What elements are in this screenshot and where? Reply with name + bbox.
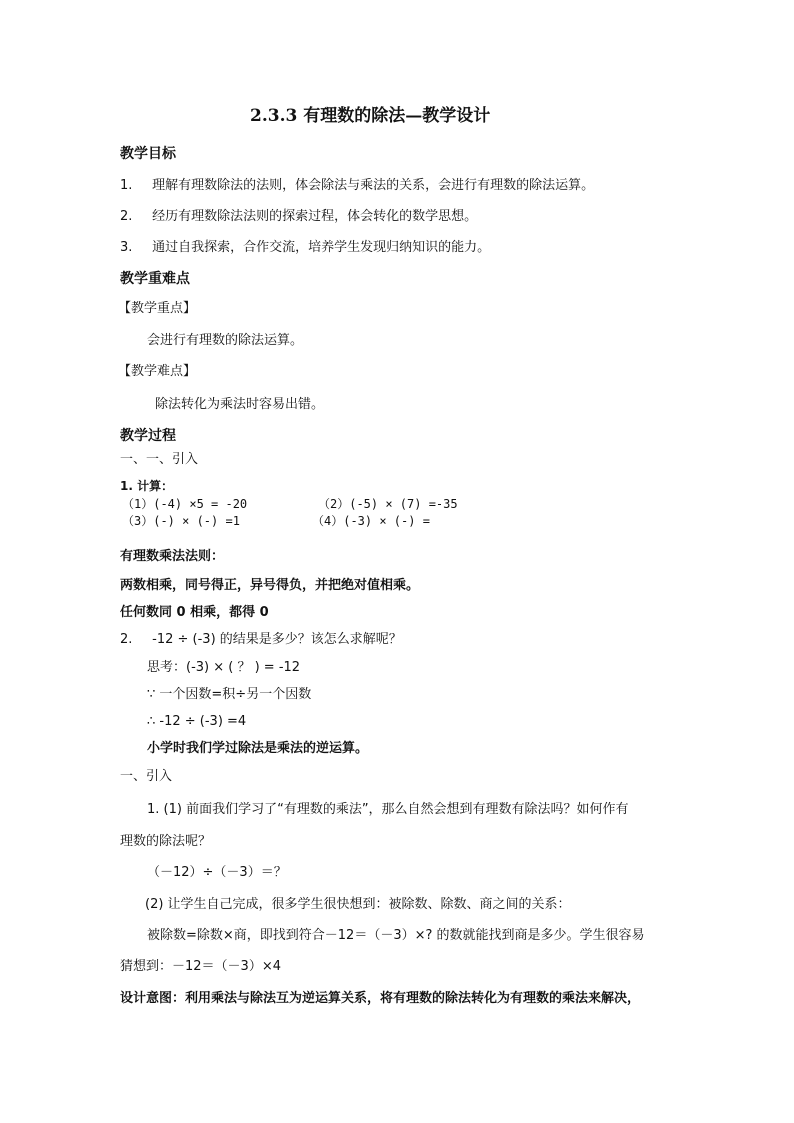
objective-num: 3. <box>120 240 133 255</box>
think-line: 思考：(-3) × ( ？ ) = -12 <box>147 660 301 675</box>
objective-item-2 <box>120 208 477 226</box>
rule-title: 有理数乘法法则： <box>120 549 225 564</box>
paragraph-2: (2) 让学生自己完成，很多学生很快想到：被除数、除数、商之间的关系： <box>145 897 571 912</box>
difficulty-text: 除法转化为乘法时容易出错。 <box>155 397 325 412</box>
design-intent: 设计意图：利用乘法与除法互为逆运算关系，将有理数的除法转化为有理数的乘法来解决， <box>120 991 641 1006</box>
question-2 <box>120 631 402 649</box>
objective-text: 通过自我探索，合作交流，培养学生发现归纳知识的能力。 <box>152 240 491 255</box>
objective-text: 经历有理数除法法则的探索过程，体会转化的数学思想。 <box>152 209 478 224</box>
calc-item-2: （2）(-5) × (7) =-35 <box>318 497 458 511</box>
paragraph-1-line-2: 理数的除法呢？ <box>120 834 212 849</box>
focus-label: 【教学重点】 <box>118 301 197 316</box>
process-heading: 教学过程 <box>120 428 176 444</box>
keypoints-heading: 教学重难点 <box>120 271 190 287</box>
expression-line: （－12）÷（－3）＝？ <box>147 865 287 880</box>
objective-num: 2. <box>120 209 133 224</box>
paragraph-1-line-1: 1. (1) 前面我们学习了“有理数的乘法”，那么自然会想到有理数有除法吗？如何作有 <box>147 802 629 817</box>
paragraph-3-line-1: 被除数=除数×商，即找到符合－12＝（－3）×? 的数就能找到商是多少。学生很容易 <box>147 928 645 943</box>
calc-item-1: （1）(-4) ×5 = -20 <box>122 497 248 511</box>
intro-heading-1: 一、一、引入 <box>120 452 199 467</box>
intro-heading-2: 一、引入 <box>120 769 173 784</box>
because-line: ∵ 一个因数=积÷另一个因数 <box>147 687 312 702</box>
objective-num: 1. <box>120 178 133 193</box>
objective-item-1 <box>120 177 594 195</box>
objective-item-3 <box>120 239 490 257</box>
rule-line-2: 任何数同 0 相乘，都得 0 <box>120 605 269 620</box>
objective-text: 理解有理数除法的法则，体会除法与乘法的关系，会进行有理数的除法运算。 <box>152 178 595 193</box>
focus-text: 会进行有理数的除法运算。 <box>147 333 304 348</box>
paragraph-3-line-2: 猜想到：－12＝（－3）×4 <box>120 959 281 974</box>
calc-item-4: （4）(-3) × (-) = <box>312 514 430 528</box>
question-num: 2. <box>120 632 133 647</box>
difficulty-label: 【教学难点】 <box>118 364 197 379</box>
document-title: 2.3.3 有理数的除法—教学设计 <box>250 106 491 126</box>
question-text: -12 ÷ (-3) 的结果是多少？该怎么求解呢？ <box>152 632 402 647</box>
rule-line-1: 两数相乘，同号得正，异号得负，并把绝对值相乘。 <box>120 578 420 593</box>
objectives-heading: 教学目标 <box>120 146 176 162</box>
calc-label: 1. 计算： <box>120 479 174 493</box>
calc-item-3: （3）(-) × (-) =1 <box>122 514 240 528</box>
primary-note: 小学时我们学过除法是乘法的逆运算。 <box>147 741 369 756</box>
therefore-line: ∴ -12 ÷ (-3) =4 <box>147 714 247 729</box>
